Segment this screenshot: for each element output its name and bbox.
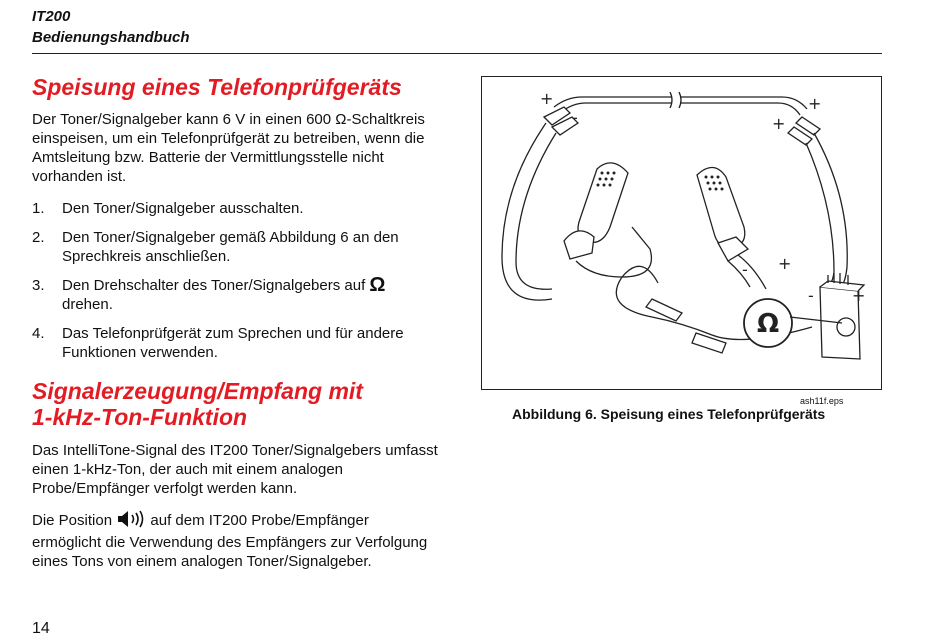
section1-intro-block [32, 110, 442, 186]
step-number: 1. [32, 200, 45, 217]
plus-sign: + [808, 94, 822, 113]
list-item [32, 228, 452, 266]
test-set-diagram-icon [482, 77, 880, 388]
section2-para2-block [32, 510, 442, 571]
list-item [32, 199, 452, 218]
minus-sign: - [572, 108, 578, 127]
page-header [32, 6, 190, 48]
figure-caption: Abbildung 6. Speisung eines Telefonprüfgeräts [512, 406, 826, 422]
step-text: Den Toner/Signalgeber ausschalten. [62, 200, 304, 217]
header-model: IT200 [32, 8, 71, 25]
section2-title-line1: Signalerzeugung/Empfang mit [32, 378, 363, 404]
step-text: Das Telefonprüfgerät zum Sprechen und für andere Funktionen verwenden. [62, 325, 404, 361]
section2-para1-block [32, 441, 442, 498]
plus-sign: + [540, 89, 554, 108]
step-number: 4. [32, 325, 45, 342]
section1-heading-block [32, 74, 442, 100]
section2-heading-block [32, 378, 442, 430]
minus-sign: - [742, 260, 748, 279]
section1-title: Speisung eines Telefonprüfgeräts [32, 74, 402, 100]
list-item [32, 324, 452, 362]
step-text: Den Toner/Signalgeber gemäß Abbildung 6 an den Sprechkreis anschließen. [62, 229, 399, 265]
para2-text-before: Die Position [32, 512, 117, 529]
minus-sign: - [808, 286, 814, 305]
omega-symbol: Ω [369, 274, 386, 296]
plus-sign: + [772, 114, 786, 133]
section2-para2 [32, 510, 442, 571]
section2-title-line2: 1-kHz-Ton-Funktion [32, 404, 248, 430]
list-item [32, 276, 452, 314]
header-rule [32, 53, 882, 54]
plus-sign: + [852, 286, 866, 305]
figure-omega: Ω [756, 309, 780, 339]
page-number: 14 [32, 620, 50, 637]
speaker-icon [116, 510, 146, 533]
step-number: 2. [32, 229, 45, 246]
section2-para1: Das IntelliTone-Signal des IT200 Toner/Signalgebers umfasst einen 1-kHz-Ton, der auch mit einem analogen Probe/Empfänger verfolgt werden kann. [32, 442, 438, 497]
plus-sign: + [778, 254, 792, 273]
step-text-after: drehen. [62, 296, 113, 313]
figure-6 [481, 76, 882, 390]
step-text-before: Den Drehschalter des Toner/Signalgebers auf [62, 277, 370, 294]
step-number: 3. [32, 277, 45, 294]
step-list [32, 199, 452, 372]
figure-file-id: ash11f.eps [800, 396, 844, 406]
header-manual: Bedienungshandbuch [32, 29, 190, 46]
para2-text-after: auf dem IT200 Probe/Empfänger ermöglicht die Verwendung des Empfängers zur Verfolgung eines Tons von einem analogen Toner/Signalgeber. [32, 512, 428, 570]
section1-intro: Der Toner/Signalgeber kann 6 V in einen 600 Ω-Schaltkreis einspeisen, um ein Telefonprüfgerät zu betreiben, wenn die Amtsleitung bzw. Batterie der Vermittlungsstelle nicht vorhanden ist. [32, 111, 425, 185]
